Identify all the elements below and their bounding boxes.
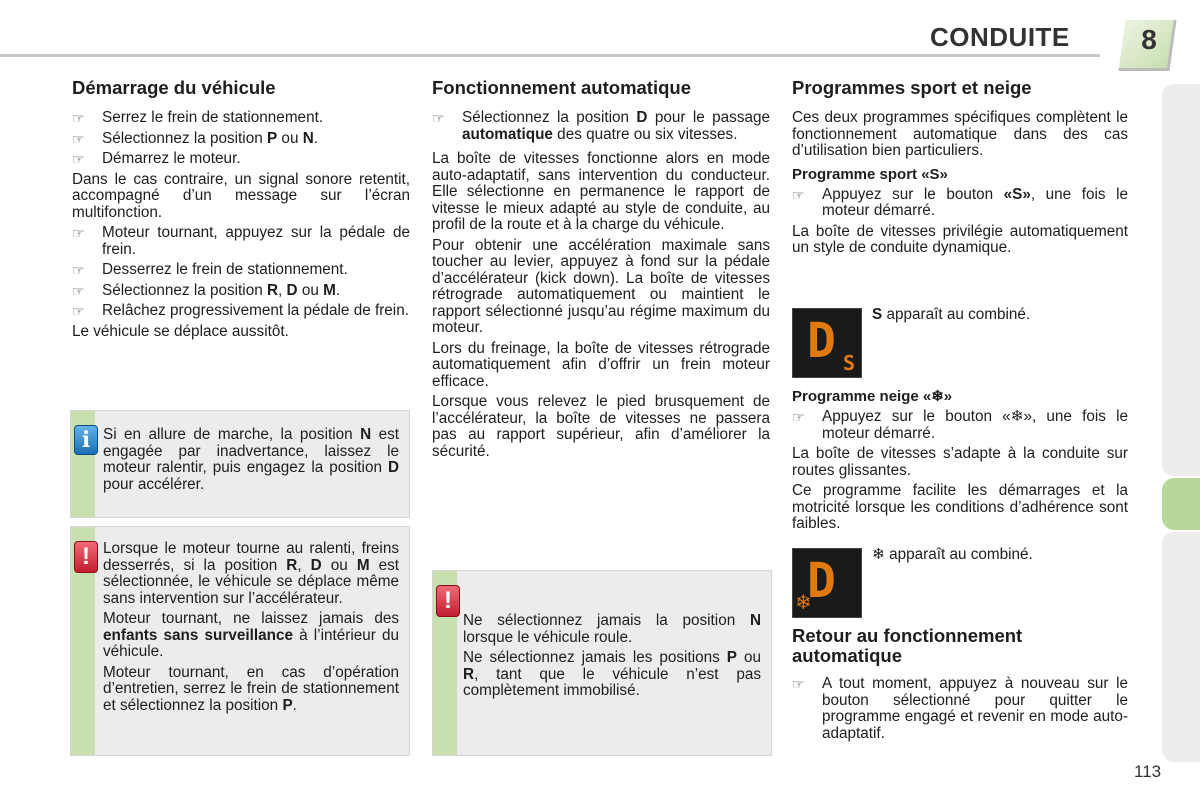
list-item: ☞ Serrez le frein de stationnement. (72, 109, 324, 126)
chapter-number: 8 (1141, 24, 1157, 55)
warning-icon: ! (74, 541, 98, 573)
chapter-title: CONDUITE (930, 22, 1070, 52)
paragraph: La boîte de vitesses s’adapte à la conduite sur routes glissantes. (792, 445, 1128, 479)
list-item: ☞ Desserrez le frein de stationnement. (72, 261, 348, 278)
list-item: ☞ Appuyez sur le bouton «S», une fois le moteur démarré. (792, 185, 1128, 219)
section-title: Démarrage du véhicule (72, 77, 276, 98)
side-tab-lower[interactable] (1162, 532, 1200, 762)
pointing-hand-icon: ☞ (792, 409, 805, 425)
pointing-hand-icon: ☞ (792, 186, 805, 203)
list-item: ☞ Relâchez progressivement la pédale de frein. (72, 302, 409, 319)
paragraph: Lors du freinage, la boîte de vitesses rétrograde automatiquement afin d’offrir un frein moteur efficace. (432, 339, 770, 390)
pointing-hand-icon: ☞ (72, 130, 85, 147)
note-text: Ne sélectionnez jamais la position N lorsque le véhicule roule. Ne sélectionnez jamais les positions P ou R, tant que le véhicule n’est pas complètement immobilisé. (463, 612, 761, 699)
list-item: ☞ Sélectionnez la position P ou N. (72, 129, 319, 147)
return-list (792, 676, 1128, 742)
list-item: ☞ Démarrez le moteur. (72, 150, 241, 167)
list-item: ☞ Sélectionnez la position D pour le passage automatique des quatre ou six vitesses. (432, 109, 770, 143)
steps-list-b (72, 225, 410, 320)
snowflake-icon: ❄ (795, 592, 812, 614)
paragraph: Ces deux programmes spécifiques complètent le fonctionnement automatique dans des cas d’utilisation bien particuliers. (792, 109, 1128, 159)
list-item: ☞ Appuyez sur le bouton «❄», une fois le moteur démarré. (792, 408, 1128, 442)
subsection-title: Programme sport «S» (792, 165, 948, 183)
pointing-hand-icon: ☞ (72, 282, 85, 299)
section-title: Retour au fonctionnement automatique (792, 625, 1023, 666)
snow-display-caption: ❄ apparaît au combiné. (872, 546, 1033, 563)
list-item: ☞ Sélectionnez la position R, D ou M. (72, 281, 341, 299)
info-note (70, 410, 410, 518)
header-rule (0, 54, 1100, 57)
paragraph: Dans le cas contraire, un signal sonore retentit, accompagné d’un message sur l’écran multifonction. (72, 170, 410, 221)
column-retour (792, 626, 1128, 746)
page-number: 113 (1134, 762, 1162, 781)
column-fonctionnement (432, 78, 770, 464)
sport-indicator: S (842, 351, 855, 375)
column-programmes (792, 78, 1128, 261)
pointing-hand-icon: ☞ (432, 110, 445, 126)
paragraph: Ce programme facilite les démarrages et la motricité lorsque les conditions d’adhérence sont faibles. (792, 482, 1128, 532)
gear-letter: D (807, 313, 836, 369)
subsection-title: Programme neige «❄» (792, 388, 953, 405)
warning-icon: ! (436, 585, 460, 617)
note-text: Lorsque le moteur tourne au ralenti, freins desserrés, si la position R, D ou M est sélectionnée, le véhicule se déplace même sans intervention sur l’accélérateur. Moteur tournant, ne laissez jamais des enfants sans surveillance à l’intérieur du véhicule. Moteur tournant, en cas d’opération d’entretien, serrez le frein de stationnement et sélectionnez la position P. (103, 540, 400, 714)
paragraph: Pour obtenir une accélération maximale sans toucher au levier, appuyez à fond sur la pédale d’accélérateur (kick down). La boîte de vitesses rétrograde automatiquement ou maintient le rapport sélectionné jusqu’au régime maximum du moteur. (432, 236, 770, 336)
pointing-hand-icon: ☞ (72, 262, 85, 278)
list-item: ☞ A tout moment, appuyez à nouveau sur le bouton sélectionné pour quitter le programme engagé et revenir en mode auto-adaptatif. (792, 675, 1128, 742)
list-item: ☞ Moteur tournant, appuyez sur la pédale de frein. (72, 224, 410, 258)
sport-display-caption: S apparaît au combiné. (872, 306, 1031, 323)
snow-list (792, 409, 1128, 442)
paragraph: Lorsque vous relevez le pied brusquement de l’accélérateur, la boîte de vitesses ne passera pas au rapport supérieur, afin d’améliorer la sécurité. (432, 393, 770, 460)
section-title: Programmes sport et neige (792, 77, 1032, 98)
pointing-hand-icon: ☞ (72, 225, 85, 241)
warning-note (432, 570, 772, 756)
side-tab-upper[interactable] (1162, 84, 1200, 476)
steps-list-a (72, 110, 410, 168)
gear-letter: D (807, 553, 836, 609)
pointing-hand-icon: ☞ (792, 676, 805, 692)
section-title: Fonctionnement automatique (432, 77, 691, 98)
note-text: Si en allure de marche, la position N est engagée par inadvertance, laissez le moteur ralentir, puis engagez la position D pour accélérer. (103, 426, 399, 493)
paragraph: La boîte de vitesses fonctionne alors en mode auto-adaptatif, sans intervention du conducteur. Elle sélectionne en permanence le rapport de vitesse le mieux adapté au style de conduite, au profil de la route et à la charge du véhicule. (432, 150, 770, 233)
side-tab-chapter-8[interactable] (1162, 478, 1200, 530)
pointing-hand-icon: ☞ (72, 303, 85, 319)
info-icon: i (74, 425, 98, 455)
paragraph: La boîte de vitesses privilégie automatiquement un style de conduite dynamique. (792, 222, 1128, 256)
pointing-hand-icon: ☞ (72, 110, 85, 126)
warning-note (70, 526, 410, 756)
steps-list (432, 110, 770, 143)
paragraph: Le véhicule se déplace aussitôt. (72, 322, 289, 340)
snow-display-image (792, 548, 862, 618)
column-demarrage (72, 78, 410, 344)
pointing-hand-icon: ☞ (72, 151, 85, 167)
sport-list (792, 187, 1128, 220)
sport-display-image (792, 308, 862, 378)
column-neige (792, 382, 1128, 537)
